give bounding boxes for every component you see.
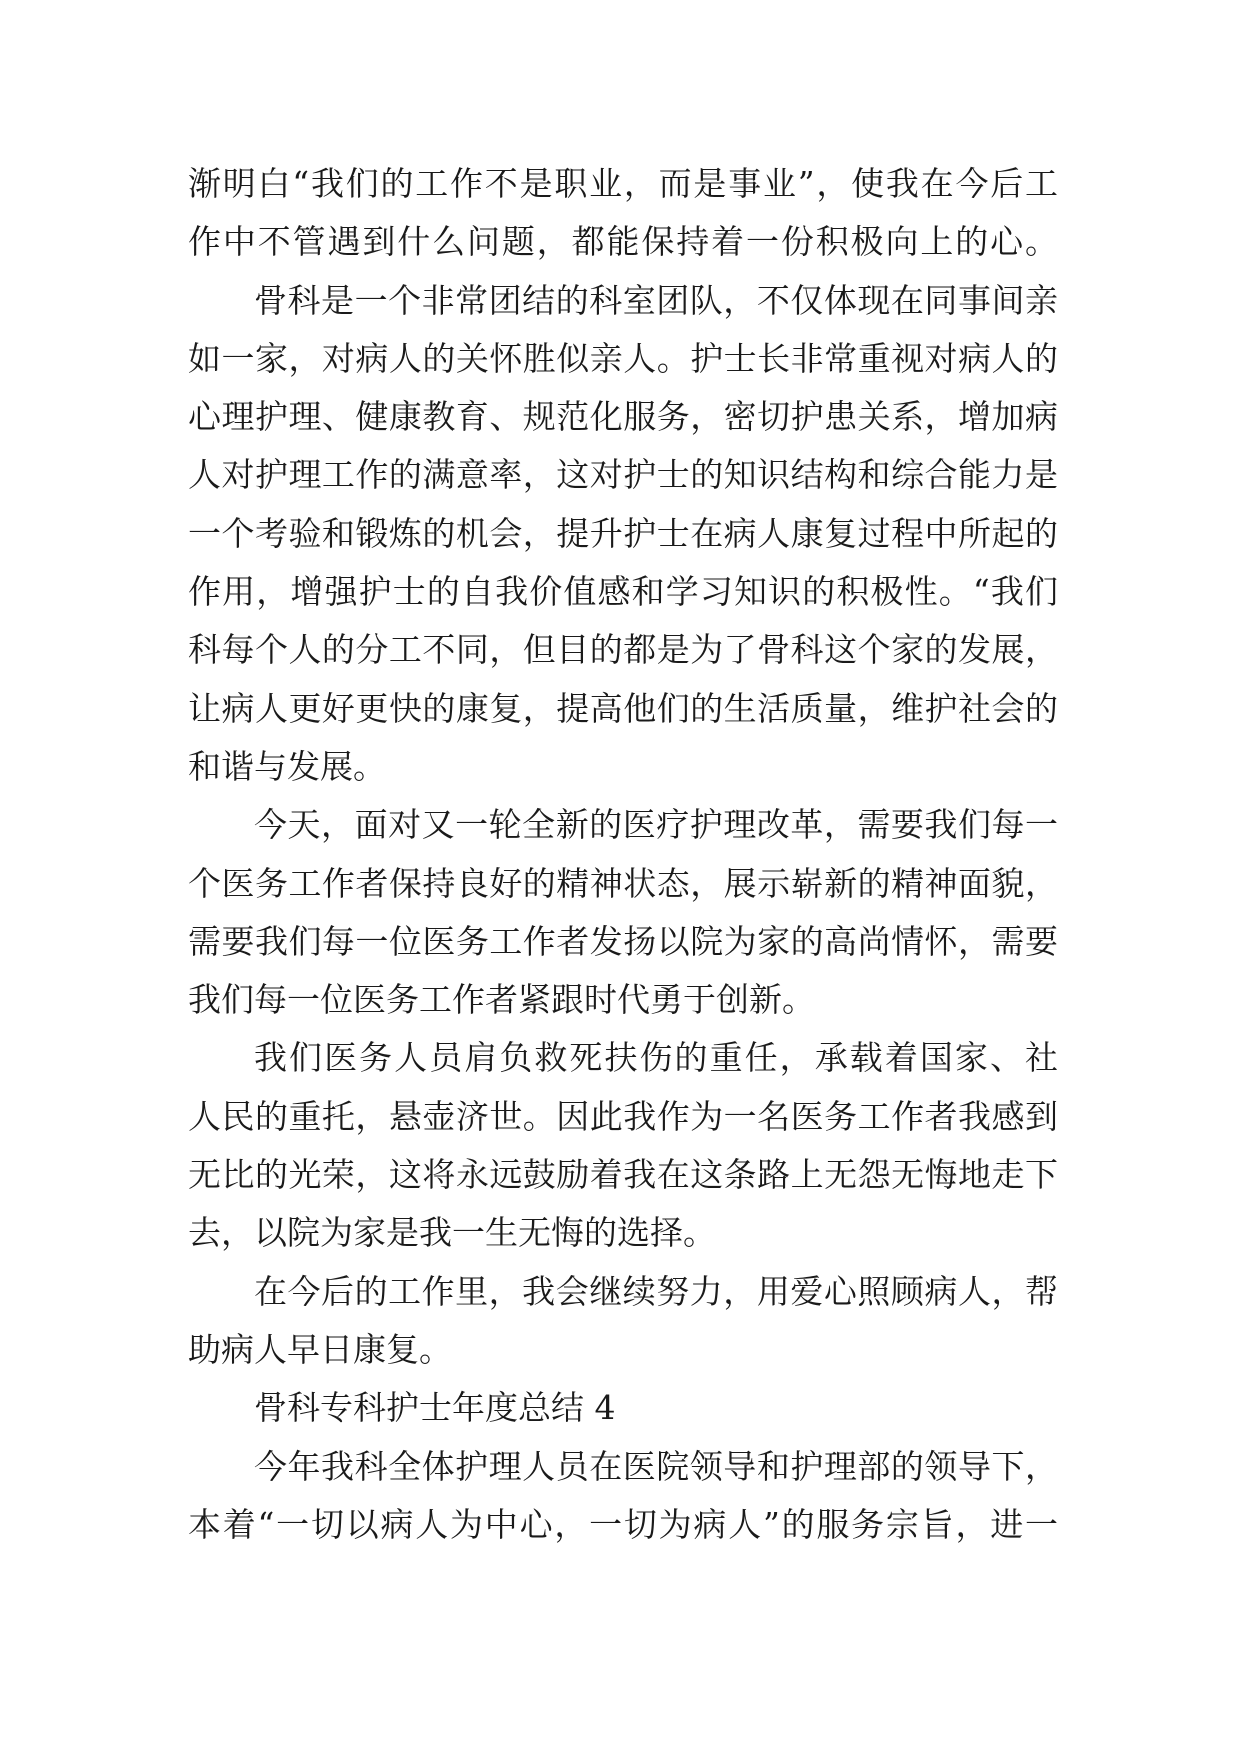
text-line: 无比的光荣，这将永远鼓励着我在这条路上无怨无悔地走下 (188, 1155, 1058, 1195)
paragraph-start-line: 今天，面对又一轮全新的医疗护理改革，需要我们每一 (254, 805, 1058, 845)
text-line: 本着“一切以病人为中心，一切为病人”的服务宗旨，进一 (188, 1504, 1058, 1544)
text-line: 需要我们每一位医务工作者发扬以院为家的高尚情怀，需要 (188, 921, 1058, 961)
paragraph-end-line: 助病人早日康复。 (188, 1329, 452, 1369)
paragraph-start-line: 骨科是一个非常团结的科室团队，不仅体现在同事间亲 (254, 280, 1058, 320)
section-heading: 骨科专科护士年度总结 4 (254, 1388, 616, 1428)
text-line: 让病人更好更快的康复，提高他们的生活质量，维护社会的 (188, 688, 1058, 728)
text-line: 人民的重托，悬壶济世。因此我作为一名医务工作者我感到 (188, 1096, 1058, 1136)
text-line: 渐明白“我们的工作不是职业，而是事业”，使我在今后工 (188, 164, 1058, 203)
text-line: 人对护理工作的满意率，这对护士的知识结构和综合能力是 (188, 455, 1058, 495)
paragraph-start-line: 在今后的工作里，我会继续努力，用爱心照顾病人，帮 (254, 1271, 1058, 1311)
text-line: 一个考验和锻炼的机会，提升护士在病人康复过程中所起的 (188, 513, 1058, 553)
paragraph-end-line: 我们每一位医务工作者紧跟时代勇于创新。 (188, 980, 815, 1020)
text-line: 如一家，对病人的关怀胜似亲人。护士长非常重视对病人的 (188, 338, 1058, 378)
paragraph-end-line: 去，以院为家是我一生无悔的选择。 (188, 1213, 716, 1253)
text-line: 科每个人的分工不同，但目的都是为了骨科这个家的发展， (188, 630, 1058, 670)
text-line: 个医务工作者保持良好的精神状态，展示崭新的精神面貌， (188, 863, 1058, 903)
body-text (188, 155, 1058, 1554)
paragraph-end-line: 和谐与发展。 (188, 746, 386, 786)
paragraph-start-line: 今年我科全体护理人员在医院领导和护理部的领导下， (254, 1446, 1058, 1486)
paragraph-start-line: 我们医务人员肩负救死扶伤的重任，承载着国家、社 (254, 1038, 1058, 1078)
text-line: 心理护理、健康教育、规范化服务，密切护患关系，增加病 (188, 397, 1058, 437)
text-line: 作中不管遇到什么问题，都能保持着一份积极向上的心。 (188, 222, 1058, 262)
text-line: 作用，增强护士的自我价值感和学习知识的积极性。“我们 (188, 572, 1058, 612)
